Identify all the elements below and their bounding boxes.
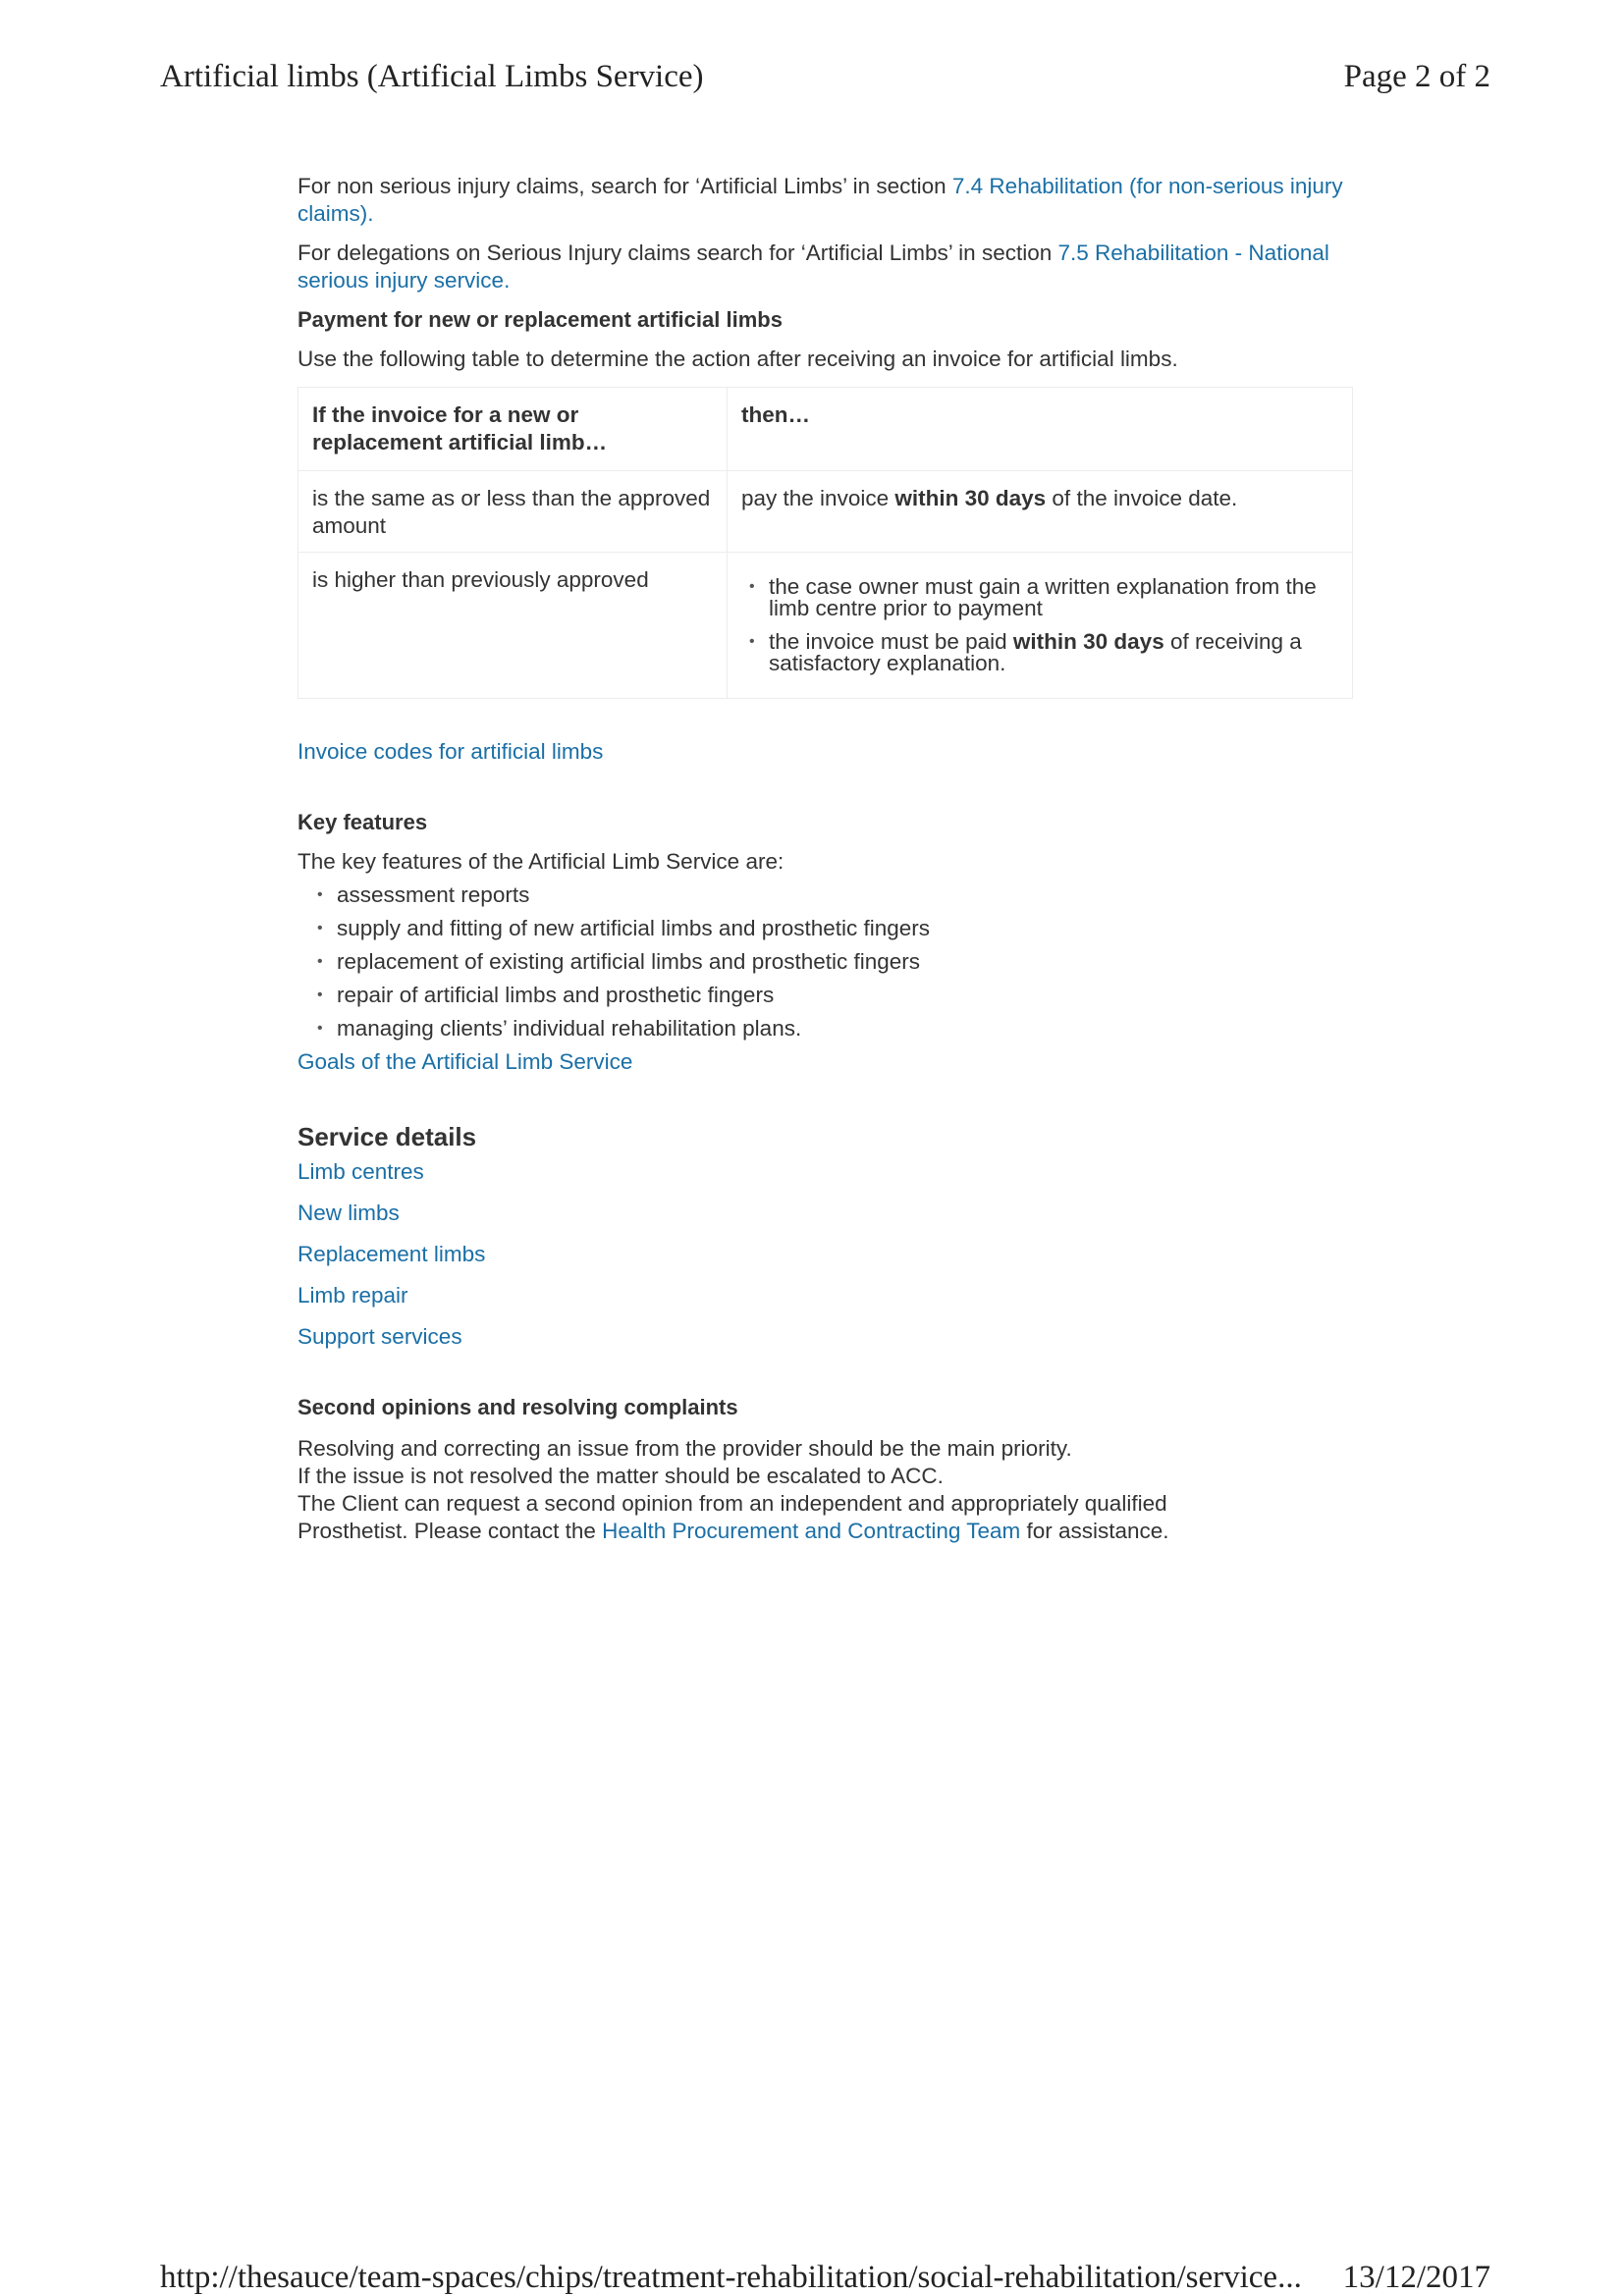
table-cell-condition: is higher than previously approved bbox=[298, 553, 728, 699]
list-item: • managing clients’ individual rehabilitation plans. bbox=[337, 1015, 1358, 1042]
footer-date: 13/12/2017 bbox=[1342, 2260, 1490, 2295]
invoice-action-table bbox=[298, 387, 1353, 699]
second-opinions-line: Resolving and correcting an issue from the provider should be the main priority. bbox=[298, 1436, 1072, 1461]
footer-url: http://thesauce/team-spaces/chips/treatment-rehabilitation/social-rehabilitation/service... bbox=[160, 2260, 1302, 2295]
list-item bbox=[769, 631, 1338, 674]
payment-instruction: Use the following table to determine the action after receiving an invoice for artificial limbs. bbox=[298, 347, 1178, 371]
action-text: of receiving a satisfactory explanation. bbox=[769, 629, 1302, 675]
table-row bbox=[298, 471, 1353, 553]
table-cell-action bbox=[728, 471, 1353, 553]
page-header-title: Artificial limbs (Artificial Limbs Service) bbox=[160, 59, 704, 94]
link-limb-repair[interactable]: Limb repair bbox=[298, 1283, 408, 1308]
link-support-services[interactable]: Support services bbox=[298, 1324, 462, 1349]
invoice-codes-paragraph bbox=[298, 738, 1358, 766]
second-opinions-body bbox=[298, 1435, 1358, 1545]
second-opinions-line: The Client can request a second opinion from an independent and appropriately qualified bbox=[298, 1491, 1167, 1516]
intro-paragraph-serious bbox=[298, 240, 1358, 294]
list-item bbox=[298, 1200, 1358, 1227]
second-opinions-text: Prosthetist. Please contact the bbox=[298, 1519, 603, 1543]
link-new-limbs[interactable]: New limbs bbox=[298, 1201, 400, 1225]
link-limb-centres[interactable]: Limb centres bbox=[298, 1159, 424, 1184]
action-text: pay the invoice bbox=[741, 486, 895, 510]
intro-paragraph-non-serious bbox=[298, 173, 1358, 228]
list-item: • the case owner must gain a written explanation from the limb centre prior to payment bbox=[769, 576, 1338, 619]
action-bold-text: within 30 days bbox=[894, 486, 1047, 510]
action-text: the invoice must be paid bbox=[769, 629, 1013, 654]
key-features-heading: Key features bbox=[298, 810, 428, 834]
payment-heading: Payment for new or replacement artificial limbs bbox=[298, 307, 783, 332]
list-item bbox=[298, 1323, 1358, 1351]
table-row bbox=[298, 553, 1353, 699]
intro-text-2: For delegations on Serious Injury claims search for ‘Artificial Limbs’ in section bbox=[298, 240, 1058, 265]
table-cell-action bbox=[728, 553, 1353, 699]
link-replacement-limbs[interactable]: Replacement limbs bbox=[298, 1242, 486, 1266]
action-bullet-list bbox=[741, 576, 1338, 674]
goals-paragraph bbox=[298, 1048, 1358, 1076]
list-item bbox=[298, 1241, 1358, 1268]
key-features-intro: The key features of the Artificial Limb Service are: bbox=[298, 849, 784, 874]
second-opinions-line bbox=[298, 1518, 1358, 1545]
table-header-action: then… bbox=[728, 388, 1353, 471]
link-invoice-codes[interactable]: Invoice codes for artificial limbs bbox=[298, 739, 604, 764]
list-item: • assessment reports bbox=[337, 881, 1358, 909]
key-features-list bbox=[298, 881, 1358, 1042]
table-cell-condition: is the same as or less than the approved amount bbox=[298, 471, 728, 553]
service-details-heading: Service details bbox=[298, 1122, 477, 1151]
service-details-links bbox=[298, 1158, 1358, 1351]
action-text: of the invoice date. bbox=[1046, 486, 1238, 510]
page-number: Page 2 of 2 bbox=[1343, 59, 1490, 94]
link-section-7-5[interactable]: 7.5 Rehabilitation - National serious injury service. bbox=[298, 240, 1329, 293]
action-bold-text: within 30 days bbox=[1012, 629, 1164, 654]
list-item bbox=[298, 1158, 1358, 1186]
main-content bbox=[298, 173, 1358, 1545]
table-header-condition: If the invoice for a new or replacement artificial limb… bbox=[298, 388, 728, 471]
link-goals[interactable]: Goals of the Artificial Limb Service bbox=[298, 1049, 633, 1074]
link-health-procurement-team[interactable]: Health Procurement and Contracting Team bbox=[602, 1519, 1021, 1543]
list-item: • replacement of existing artificial limbs and prosthetic fingers bbox=[337, 948, 1358, 976]
intro-text-1: For non serious injury claims, search for ‘Artificial Limbs’ in section bbox=[298, 174, 952, 198]
list-item: • repair of artificial limbs and prosthetic fingers bbox=[337, 982, 1358, 1009]
second-opinions-heading: Second opinions and resolving complaints bbox=[298, 1395, 738, 1419]
list-item bbox=[298, 1282, 1358, 1309]
second-opinions-text: for assistance. bbox=[1020, 1519, 1169, 1543]
list-item: • supply and fitting of new artificial limbs and prosthetic fingers bbox=[337, 915, 1358, 942]
table-header-row bbox=[298, 388, 1353, 471]
link-section-7-4[interactable]: 7.4 Rehabilitation (for non-serious injury claims). bbox=[298, 174, 1343, 226]
second-opinions-line: If the issue is not resolved the matter should be escalated to ACC. bbox=[298, 1464, 944, 1488]
